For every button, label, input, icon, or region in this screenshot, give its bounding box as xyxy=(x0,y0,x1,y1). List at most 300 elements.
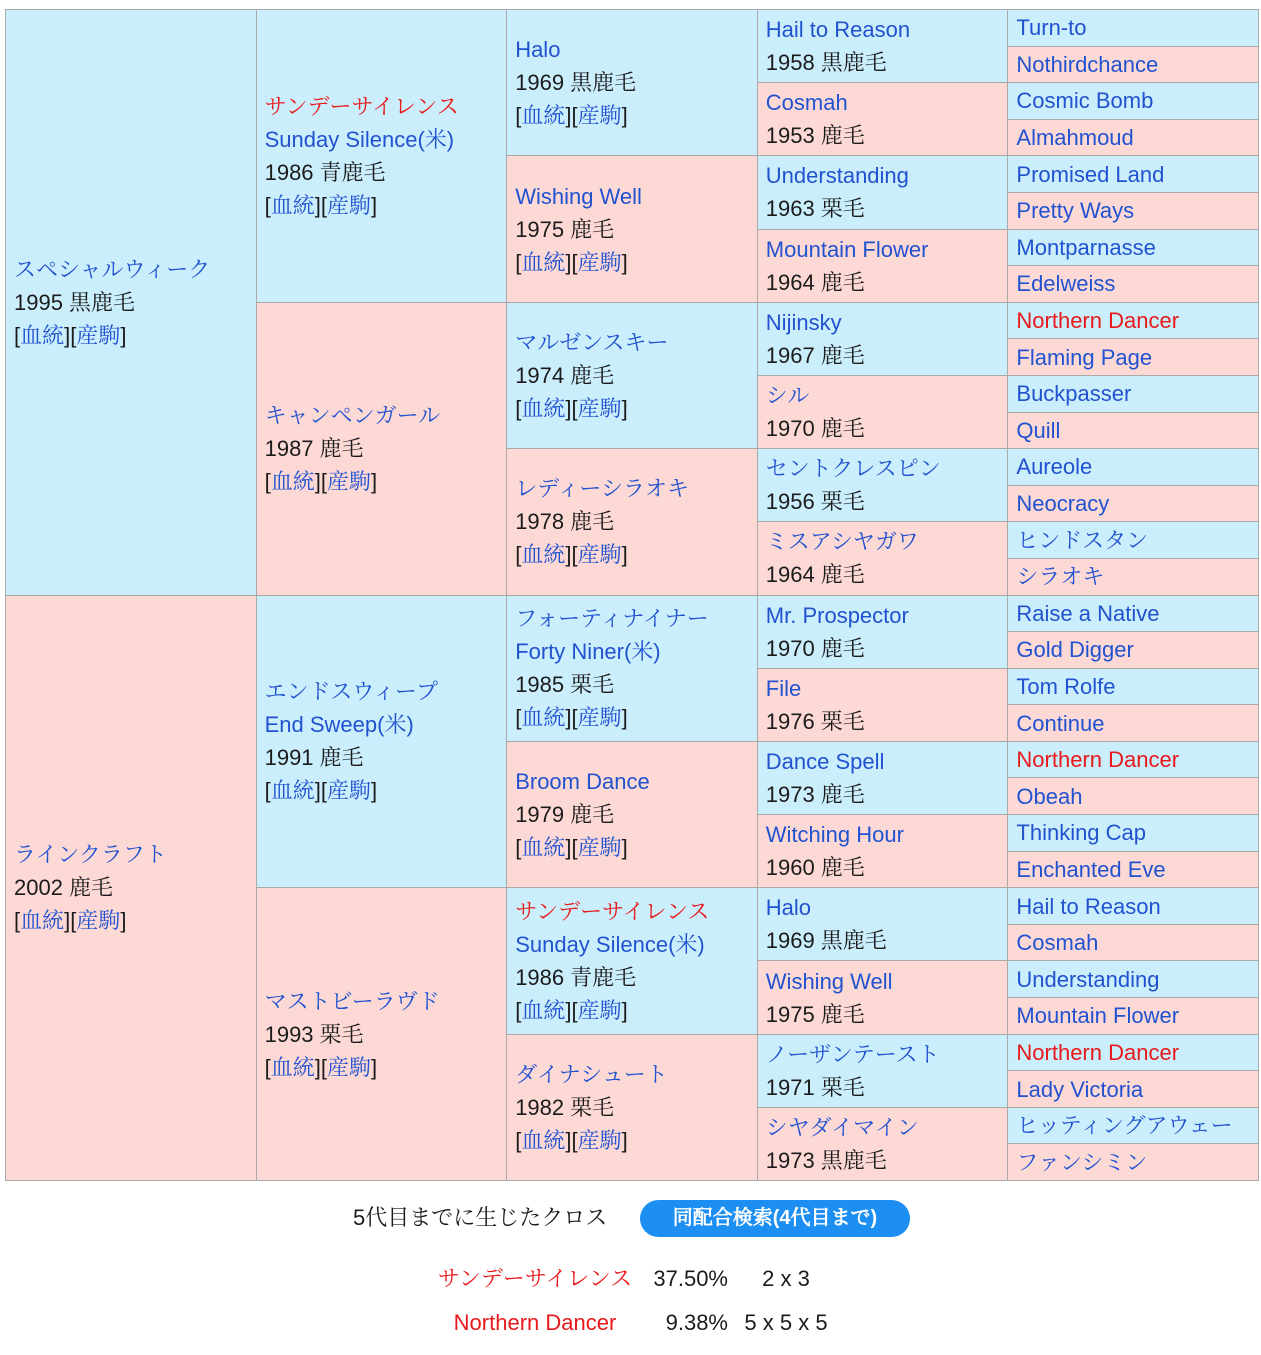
horse-name-link[interactable]: Tom Rolfe xyxy=(1016,673,1116,699)
pedigree-cell-gen3-8 xyxy=(507,1035,757,1180)
pedigree-cell-gen3-6 xyxy=(507,742,757,887)
horse-name-line xyxy=(766,891,1008,924)
birth-year: 1967 xyxy=(765,342,815,368)
horse-name-line xyxy=(1016,963,1258,996)
horse-links xyxy=(265,189,507,222)
pedigree-cell-gen5-29 xyxy=(1008,1035,1258,1071)
pedigree-link-wrap xyxy=(515,103,571,128)
horse-name-link[interactable]: Promised Land xyxy=(1016,161,1165,187)
horse-links xyxy=(265,1051,507,1084)
birth-info xyxy=(766,705,1008,738)
horse-name-line xyxy=(1016,414,1258,447)
pedigree-link[interactable]: 血統 xyxy=(521,542,566,568)
horse-name-line xyxy=(1016,304,1258,337)
horse-name-line xyxy=(14,253,256,286)
horse-name-line xyxy=(766,306,1008,339)
pedigree-link[interactable]: 血統 xyxy=(270,778,315,804)
horse-name-link[interactable]: Almahmoud xyxy=(1016,125,1134,151)
birth-info xyxy=(515,668,757,701)
horse-name-line xyxy=(1016,377,1258,410)
horse-name-line xyxy=(515,472,757,505)
pedigree-cell-gen5-13 xyxy=(1008,449,1258,485)
horse-name-link[interactable]: セントクレスピン xyxy=(765,456,941,482)
horse-name-link[interactable]: スペシャルウィーク xyxy=(14,256,211,282)
birth-year: 1956 xyxy=(765,489,815,515)
offspring-link[interactable]: 産駒 xyxy=(577,395,622,421)
horse-name-link[interactable]: サンデーサイレンス xyxy=(515,898,710,924)
horse-name-link[interactable]: Wishing Well xyxy=(515,183,642,209)
horse-name-line xyxy=(265,675,507,708)
coat-color: 黒鹿毛 xyxy=(570,70,637,96)
pedigree-cell-gen4-11 xyxy=(758,742,1008,814)
horse-name-link[interactable]: ダイナシュート xyxy=(515,1061,668,1087)
pedigree-cell-gen5-18 xyxy=(1008,632,1258,668)
horse-links xyxy=(14,904,256,937)
birth-info xyxy=(265,741,507,774)
horse-name-link[interactable]: Neocracy xyxy=(1016,491,1110,517)
birth-year: 1982 xyxy=(515,1094,565,1120)
offspring-link-wrap xyxy=(321,778,377,803)
pedigree-link[interactable]: 血統 xyxy=(521,249,566,275)
offspring-link[interactable]: 産駒 xyxy=(577,705,622,731)
pedigree-cell-gen3-1 xyxy=(507,10,757,155)
birth-year: 1964 xyxy=(765,269,815,295)
horse-name-link[interactable]: Broom Dance xyxy=(515,769,650,795)
birth-year: 2002 xyxy=(14,875,63,901)
birth-info xyxy=(766,924,1008,957)
pedigree-cell-gen5-11 xyxy=(1008,376,1258,412)
pedigree-cell-gen5-32 xyxy=(1008,1144,1258,1180)
horse-name-link[interactable]: ファンシミン xyxy=(1016,1149,1148,1175)
coat-color: 栗毛 xyxy=(570,672,615,698)
horse-name-link[interactable]: Raise a Native xyxy=(1016,600,1160,626)
coat-color: 栗毛 xyxy=(319,1021,364,1047)
horse-name-link[interactable]: マストビーラヴド xyxy=(264,988,440,1014)
horse-name-link[interactable]: Halo xyxy=(765,895,812,921)
horse-name-line xyxy=(1016,487,1258,520)
pedigree-cell-gen5-1 xyxy=(1008,10,1258,46)
coat-color: 栗毛 xyxy=(570,1094,615,1120)
horse-name-line xyxy=(265,90,507,123)
horse-name-line xyxy=(515,33,757,66)
horse-name-line xyxy=(1016,780,1258,813)
horse-name-line xyxy=(1016,1073,1258,1106)
horse-name-line xyxy=(766,1038,1008,1071)
pedigree-cell-gen4-9 xyxy=(758,596,1008,668)
horse-name-link[interactable]: フォーティナイナー xyxy=(515,606,709,632)
horse-name-line xyxy=(1016,84,1258,117)
birth-info xyxy=(515,1091,757,1124)
offspring-link[interactable]: 産駒 xyxy=(577,249,622,275)
birth-year: 1986 xyxy=(515,964,565,990)
pedigree-cell-gen5-6 xyxy=(1008,193,1258,229)
horse-name-link[interactable]: Pretty Ways xyxy=(1016,198,1135,224)
coat-color: 黒鹿毛 xyxy=(68,289,135,315)
pedigree-cell-gen5-8 xyxy=(1008,266,1258,302)
offspring-link-wrap xyxy=(571,705,627,730)
horse-name-line xyxy=(766,965,1008,998)
horse-name-link[interactable]: ミスアシヤガワ xyxy=(765,529,919,555)
horse-name-link[interactable]: Northern Dancer xyxy=(1016,747,1180,773)
horse-name-link[interactable]: Turn-to xyxy=(1016,15,1087,41)
cross-horse-link[interactable]: サンデーサイレンス xyxy=(437,1266,633,1291)
coat-color: 黒鹿毛 xyxy=(820,1147,887,1173)
birth-year: 1991 xyxy=(264,745,314,771)
horse-name-link[interactable]: Mr. Prospector xyxy=(765,602,909,628)
birth-year: 1987 xyxy=(264,436,314,462)
horse-name-link[interactable]: Thinking Cap xyxy=(1016,820,1147,846)
cross-horse-link[interactable]: Northern Dancer xyxy=(453,1310,617,1335)
birth-info xyxy=(265,432,507,465)
horse-name-line xyxy=(265,985,507,1018)
horse-name-en-line xyxy=(515,928,757,961)
pedigree-cell-gen4-1 xyxy=(758,10,1008,82)
horse-name-line xyxy=(1016,231,1258,264)
horse-name-link[interactable]: ヒンドスタン xyxy=(1016,527,1149,553)
offspring-link[interactable]: 産駒 xyxy=(76,908,121,934)
offspring-link[interactable]: 産駒 xyxy=(326,1054,371,1080)
horse-name-line xyxy=(766,672,1008,705)
coat-color: 鹿毛 xyxy=(820,781,865,807)
birth-info xyxy=(766,266,1008,299)
pedigree-cell-gen5-28 xyxy=(1008,998,1258,1034)
horse-name-link[interactable]: Understanding xyxy=(1016,966,1160,992)
pedigree-cell-gen5-19 xyxy=(1008,669,1258,705)
birth-year: 1978 xyxy=(515,509,565,535)
horse-name-link[interactable]: Mountain Flower xyxy=(765,236,929,262)
horse-name-link[interactable]: Witching Hour xyxy=(765,822,904,848)
birth-year: 1976 xyxy=(765,708,815,734)
birth-year: 1979 xyxy=(515,802,565,828)
offspring-link-wrap xyxy=(571,250,627,275)
birth-info xyxy=(766,851,1008,884)
birth-info xyxy=(766,412,1008,445)
pedigree-cell-gen5-24 xyxy=(1008,852,1258,888)
pedigree-cell-gen3-7 xyxy=(507,888,757,1033)
coat-color: 栗毛 xyxy=(820,708,865,734)
birth-year: 1958 xyxy=(765,50,815,76)
cross-row xyxy=(0,1262,1261,1296)
pedigree-link[interactable]: 血統 xyxy=(270,192,315,218)
horse-name-link[interactable]: マルゼンスキー xyxy=(515,329,669,355)
pedigree-link-wrap xyxy=(265,469,321,494)
horse-name-en-link[interactable]: Forty Niner(米) xyxy=(515,639,661,665)
horse-links xyxy=(515,994,757,1027)
horse-name-link[interactable]: Hail to Reason xyxy=(1016,893,1161,919)
pedigree-cell-gen1-2 xyxy=(6,596,256,1181)
pedigree-cell-gen4-7 xyxy=(758,449,1008,521)
horse-links xyxy=(515,538,757,571)
horse-name-line xyxy=(766,525,1008,558)
coat-color: 鹿毛 xyxy=(68,875,113,901)
horse-name-link[interactable]: Northern Dancer xyxy=(1016,1039,1180,1065)
cross-pattern: 2 x 3 xyxy=(762,1266,810,1291)
horse-name-line xyxy=(1016,11,1258,44)
offspring-link-wrap xyxy=(571,835,627,860)
horse-name-link[interactable]: Enchanted Eve xyxy=(1016,856,1166,882)
horse-name-line xyxy=(515,180,757,213)
horse-name-line xyxy=(766,452,1008,485)
pedigree-cell-gen5-23 xyxy=(1008,815,1258,851)
horse-links xyxy=(515,701,757,734)
horse-links xyxy=(265,465,507,498)
horse-name-line xyxy=(1016,158,1258,191)
horse-name-link[interactable]: Quill xyxy=(1016,417,1061,443)
horse-name-en-line xyxy=(265,708,507,741)
horse-name-link[interactable]: サンデーサイレンス xyxy=(264,93,459,119)
birth-year: 1993 xyxy=(264,1021,314,1047)
pedigree-link[interactable]: 血統 xyxy=(521,395,566,421)
horse-name-link[interactable]: Cosmic Bomb xyxy=(1016,88,1154,114)
pedigree-table xyxy=(5,9,1259,1181)
offspring-link-wrap xyxy=(70,323,126,348)
pedigree-cell-gen5-31 xyxy=(1008,1108,1258,1144)
horse-name-link[interactable]: Flaming Page xyxy=(1016,344,1153,370)
pedigree-link[interactable]: 血統 xyxy=(521,705,566,731)
pedigree-cell-gen5-16 xyxy=(1008,559,1258,595)
birth-year: 1969 xyxy=(515,70,565,96)
horse-name-link[interactable]: Edelweiss xyxy=(1016,271,1116,297)
coat-color: 鹿毛 xyxy=(319,745,364,771)
birth-info xyxy=(766,192,1008,225)
horse-links xyxy=(515,392,757,425)
horse-name-link[interactable]: ラインクラフト xyxy=(14,842,167,868)
pedigree-link-wrap xyxy=(515,542,571,567)
horse-links xyxy=(515,99,757,132)
offspring-link[interactable]: 産駒 xyxy=(326,778,371,804)
pedigree-link-wrap xyxy=(265,1055,321,1080)
pedigree-link-wrap xyxy=(265,193,321,218)
horse-name-line xyxy=(1016,853,1258,886)
pedigree-cell-gen4-3 xyxy=(758,156,1008,228)
birth-info xyxy=(766,339,1008,372)
coat-color: 鹿毛 xyxy=(570,802,615,828)
horse-name-link[interactable]: エンドスウィープ xyxy=(264,679,438,705)
horse-name-line xyxy=(1016,267,1258,300)
birth-year: 1964 xyxy=(765,562,815,588)
coat-color: 鹿毛 xyxy=(820,1001,865,1027)
birth-year: 1971 xyxy=(765,1074,815,1100)
pedigree-cell-gen4-5 xyxy=(758,303,1008,375)
same-mating-search-button[interactable]: 同配合検索(4代目まで) xyxy=(640,1200,910,1237)
coat-color: 鹿毛 xyxy=(820,635,865,661)
offspring-link[interactable]: 産駒 xyxy=(577,103,622,129)
pedigree-cell-gen1-1 xyxy=(6,10,256,595)
horse-links xyxy=(265,774,507,807)
horse-name-line xyxy=(766,745,1008,778)
birth-info xyxy=(766,119,1008,152)
horse-name-line xyxy=(766,13,1008,46)
pedigree-link[interactable]: 血統 xyxy=(270,469,315,495)
pedigree-link[interactable]: 血統 xyxy=(270,1054,315,1080)
coat-color: 鹿毛 xyxy=(570,509,615,535)
offspring-link[interactable]: 産駒 xyxy=(326,192,371,218)
pedigree-link-wrap xyxy=(14,908,70,933)
pedigree-cell-gen5-3 xyxy=(1008,83,1258,119)
pedigree-link[interactable]: 血統 xyxy=(521,997,566,1023)
horse-name-link[interactable]: Understanding xyxy=(765,163,909,189)
horse-name-link[interactable]: Cosmah xyxy=(765,90,848,116)
pedigree-cell-gen5-30 xyxy=(1008,1071,1258,1107)
horse-name-link[interactable]: Nijinsky xyxy=(765,309,842,335)
pedigree-cell-gen2-4 xyxy=(257,888,507,1180)
pedigree-link[interactable]: 血統 xyxy=(521,1127,566,1153)
coat-color: 青鹿毛 xyxy=(319,159,386,185)
horse-name-line xyxy=(515,895,757,928)
horse-name-line xyxy=(1016,341,1258,374)
horse-name-link[interactable]: シラオキ xyxy=(1016,564,1105,590)
horse-links xyxy=(515,831,757,864)
offspring-link-wrap xyxy=(571,542,627,567)
coat-color: 鹿毛 xyxy=(820,855,865,881)
pedigree-cell-gen4-14 xyxy=(758,961,1008,1033)
offspring-link-wrap xyxy=(571,103,627,128)
coat-color: 鹿毛 xyxy=(319,436,364,462)
offspring-link[interactable]: 産駒 xyxy=(577,1127,622,1153)
offspring-link-wrap xyxy=(321,469,377,494)
birth-info xyxy=(766,1071,1008,1104)
birth-info xyxy=(515,359,757,392)
pedigree-cell-gen4-12 xyxy=(758,815,1008,887)
cross-row xyxy=(0,1306,1261,1340)
coat-color: 青鹿毛 xyxy=(570,964,637,990)
horse-name-line xyxy=(1016,450,1258,483)
horse-links xyxy=(515,246,757,279)
horse-name-line xyxy=(14,838,256,871)
offspring-link[interactable]: 産駒 xyxy=(577,835,622,861)
pedigree-cell-gen4-6 xyxy=(758,376,1008,448)
horse-name-link[interactable]: Dance Spell xyxy=(765,748,885,774)
coat-color: 鹿毛 xyxy=(570,362,615,388)
pedigree-cell-gen5-27 xyxy=(1008,961,1258,997)
birth-info xyxy=(766,632,1008,665)
horse-name-link[interactable]: Mountain Flower xyxy=(1016,1003,1180,1029)
birth-info xyxy=(766,485,1008,518)
cross-heading: 5代目までに生じたクロス xyxy=(353,1205,608,1230)
horse-name-link[interactable]: Buckpasser xyxy=(1016,381,1132,407)
horse-name-link[interactable]: Nothirdchance xyxy=(1016,51,1159,77)
pedigree-cell-gen5-2 xyxy=(1008,47,1258,83)
birth-info xyxy=(766,46,1008,79)
horse-name-line xyxy=(515,602,757,635)
pedigree-cell-gen5-4 xyxy=(1008,120,1258,156)
horse-name-line xyxy=(1016,816,1258,849)
offspring-link-wrap xyxy=(571,396,627,421)
horse-name-link[interactable]: シル xyxy=(765,383,810,409)
offspring-link-wrap xyxy=(70,908,126,933)
horse-name-link[interactable]: ヒッティングアウェー xyxy=(1016,1113,1233,1139)
pedigree-link-wrap xyxy=(265,778,321,803)
pedigree-link[interactable]: 血統 xyxy=(521,835,566,861)
horse-name-link[interactable]: Gold Digger xyxy=(1016,637,1134,663)
horse-name-link[interactable]: キャンペンガール xyxy=(264,403,441,429)
horse-name-line xyxy=(1016,121,1258,154)
pedigree-cell-gen4-2 xyxy=(758,83,1008,155)
horse-name-line xyxy=(1016,560,1258,593)
birth-info xyxy=(766,1144,1008,1177)
birth-info xyxy=(14,871,256,904)
offspring-link[interactable]: 産駒 xyxy=(76,322,121,348)
horse-name-line xyxy=(1016,1146,1258,1179)
pedigree-cell-gen5-10 xyxy=(1008,339,1258,375)
offspring-link[interactable]: 産駒 xyxy=(326,469,371,495)
horse-name-line xyxy=(766,86,1008,119)
horse-name-line xyxy=(766,233,1008,266)
birth-year: 1974 xyxy=(515,362,565,388)
horse-name-link[interactable]: Wishing Well xyxy=(765,968,893,994)
horse-name-link[interactable]: ノーザンテースト xyxy=(765,1041,940,1067)
offspring-link-wrap xyxy=(321,193,377,218)
pedigree-cell-gen5-7 xyxy=(1008,230,1258,266)
horse-name-line xyxy=(1016,890,1258,923)
coat-color: 鹿毛 xyxy=(820,123,865,149)
pedigree-link[interactable]: 血統 xyxy=(20,908,65,934)
pedigree-cell-gen5-5 xyxy=(1008,156,1258,192)
pedigree-link-wrap xyxy=(515,250,571,275)
pedigree-cell-gen4-16 xyxy=(758,1108,1008,1180)
birth-info xyxy=(515,961,757,994)
birth-info xyxy=(515,213,757,246)
horse-name-link[interactable]: Continue xyxy=(1016,710,1105,736)
horse-name-link[interactable]: Obeah xyxy=(1016,783,1083,809)
coat-color: 黒鹿毛 xyxy=(820,50,887,76)
birth-year: 1963 xyxy=(765,196,815,222)
horse-name-link[interactable]: レディーシラオキ xyxy=(515,476,689,502)
birth-year: 1975 xyxy=(765,1001,815,1027)
horse-name-link[interactable]: シヤダイマイン xyxy=(765,1114,919,1140)
birth-info xyxy=(265,156,507,189)
pedigree-cell-gen3-3 xyxy=(507,303,757,448)
pedigree-link-wrap xyxy=(14,323,70,348)
horse-name-link[interactable]: Halo xyxy=(515,37,561,63)
horse-name-line xyxy=(1016,926,1258,959)
pedigree-cell-gen5-12 xyxy=(1008,413,1258,449)
horse-name-link[interactable]: Montparnasse xyxy=(1016,234,1156,260)
horse-name-link[interactable]: Northern Dancer xyxy=(1016,308,1180,334)
pedigree-cell-gen5-25 xyxy=(1008,888,1258,924)
pedigree-cell-gen5-15 xyxy=(1008,522,1258,558)
horse-name-link[interactable]: Aureole xyxy=(1016,454,1093,480)
coat-color: 黒鹿毛 xyxy=(820,928,887,954)
birth-info xyxy=(766,998,1008,1031)
birth-year: 1975 xyxy=(515,216,565,242)
horse-name-line xyxy=(265,399,507,432)
pedigree-cell-gen5-9 xyxy=(1008,303,1258,339)
birth-year: 1973 xyxy=(765,1147,815,1173)
horse-name-en-link[interactable]: End Sweep(米) xyxy=(264,712,414,738)
pedigree-link[interactable]: 血統 xyxy=(521,103,566,129)
horse-name-en-link[interactable]: Sunday Silence(米) xyxy=(264,126,455,152)
horse-name-link[interactable]: Lady Victoria xyxy=(1016,1076,1144,1102)
offspring-link[interactable]: 産駒 xyxy=(577,997,622,1023)
offspring-link[interactable]: 産駒 xyxy=(577,542,622,568)
birth-year: 1973 xyxy=(765,781,815,807)
horse-name-link[interactable]: Hail to Reason xyxy=(765,17,911,43)
offspring-link-wrap xyxy=(571,1128,627,1153)
horse-name-en-link[interactable]: Sunday Silence(米) xyxy=(515,931,705,957)
pedigree-link-wrap xyxy=(515,705,571,730)
pedigree-link[interactable]: 血統 xyxy=(20,322,65,348)
horse-name-link[interactable]: Cosmah xyxy=(1016,930,1099,956)
pedigree-cell-gen4-4 xyxy=(758,230,1008,302)
horse-name-line xyxy=(515,1058,757,1091)
coat-color: 鹿毛 xyxy=(820,342,865,368)
offspring-link-wrap xyxy=(571,998,627,1023)
birth-info xyxy=(515,798,757,831)
birth-year: 1986 xyxy=(264,159,314,185)
horse-name-line xyxy=(1016,1109,1258,1142)
horse-name-link[interactable]: File xyxy=(765,675,802,701)
